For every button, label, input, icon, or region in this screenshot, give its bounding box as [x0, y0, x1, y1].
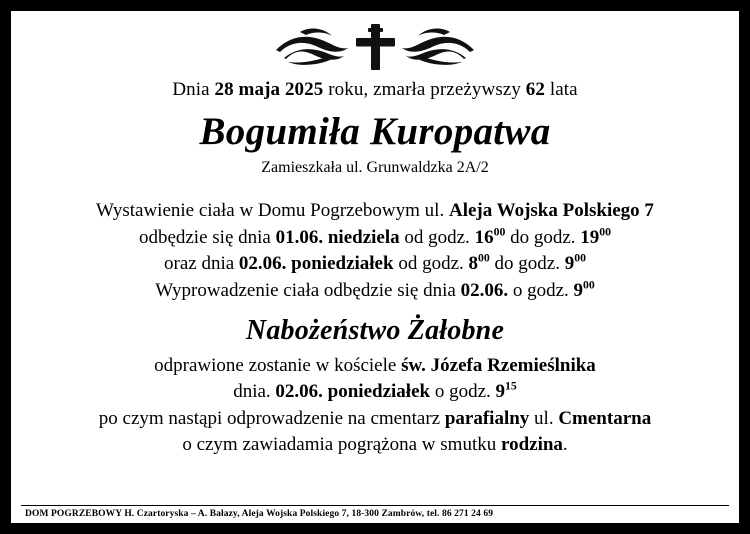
wake-day1-from: 16 [474, 226, 494, 248]
service-date: 02.06. poniedziałek [275, 381, 431, 403]
family-suffix: . [562, 434, 568, 456]
body-transfer-minutes: 00 [583, 278, 595, 292]
wake-day2-prefix: oraz dnia [164, 253, 239, 275]
wake-day2-to: 9 [564, 253, 575, 275]
cemetery-name: parafialny [444, 407, 530, 429]
wake-day1-prefix: odbędzie się dnia [138, 226, 276, 248]
deceased-name: Bogumiła Kuropatwa [199, 110, 551, 154]
wake-day1-mid: od godz. [399, 226, 475, 248]
family-announcement-line [99, 434, 651, 456]
service-church-name: św. Józefa Rzemieślnika [401, 354, 596, 376]
service-hour: 9 [495, 381, 506, 403]
residence-address: Zamieszkała ul. Grunwaldzka 2A/2 [261, 159, 489, 177]
age-value: 62 [525, 79, 545, 100]
wake-place-line [96, 200, 654, 222]
service-details-block [99, 355, 651, 461]
body-transfer-mid: o godz. [508, 279, 574, 301]
wake-day2-from: 8 [468, 253, 478, 275]
wake-day1-to: 19 [580, 226, 600, 248]
body-transfer-date: 02.06. [460, 279, 509, 301]
service-minutes: 15 [505, 380, 517, 394]
cemetery-line [99, 408, 651, 430]
wake-day2-mid: od godz. [393, 253, 469, 275]
wake-day2-date: 02.06. poniedziałek [238, 253, 394, 275]
wake-day2-from-minutes: 00 [478, 251, 490, 265]
wake-day2-mid2: do godz. [489, 253, 565, 275]
body-transfer-prefix: Wyprowadzenie ciała odbędzie się dnia [155, 279, 461, 301]
wake-details-block [96, 200, 654, 306]
wake-place-address: Aleja Wojska Polskiego 7 [448, 200, 654, 222]
service-title: Nabożeństwo Żałobne [245, 314, 505, 346]
funeral-home-footer: DOM POGRZEBOWY H. Czartoryska – A. Bałazy, Aleja Wojska Polskiego 7, 18-300 Zambrów, tel. 86 271 24 69 [25, 509, 494, 519]
wake-day1-date: 01.06. niedziela [275, 226, 400, 248]
death-intro-line [21, 79, 729, 101]
wake-day1-line [96, 227, 654, 249]
body-transfer-line [96, 280, 654, 302]
wake-place-prefix: Wystawienie ciała w Domu Pogrzebowym ul. [96, 200, 449, 222]
wake-day1-to-minutes: 00 [599, 225, 612, 239]
wake-day1-from-minutes: 00 [493, 225, 506, 239]
cross-with-ribbon-icon [21, 19, 729, 75]
cemetery-mid: ul. [529, 407, 559, 429]
service-time-mid: o godz. [430, 381, 496, 403]
intro-middle: roku, zmarła przeżywszy [323, 79, 526, 100]
intro-suffix: lata [545, 79, 578, 100]
death-date: 28 maja 2025 [214, 79, 324, 100]
cemetery-street: Cmentarna [558, 407, 652, 429]
body-transfer-hour: 9 [573, 279, 583, 301]
wake-day1-mid2: do godz. [505, 226, 581, 248]
cemetery-prefix: po czym nastąpi odprowadzenie na cmentarz [98, 407, 445, 429]
notice-inner-frame [9, 9, 741, 525]
intro-prefix: Dnia [172, 79, 215, 100]
service-datetime-line [99, 381, 651, 403]
service-date-prefix: dnia. [233, 381, 276, 403]
family-prefix: o czym zawiadamia pogrążona w smutku [182, 434, 501, 456]
wake-day2-to-minutes: 00 [574, 251, 586, 265]
service-church-prefix: odprawione zostanie w kościele [154, 354, 402, 376]
wake-day2-line [96, 253, 654, 275]
notice-content [21, 75, 729, 505]
service-church-line [99, 355, 651, 377]
family-word: rodzina [500, 434, 563, 456]
